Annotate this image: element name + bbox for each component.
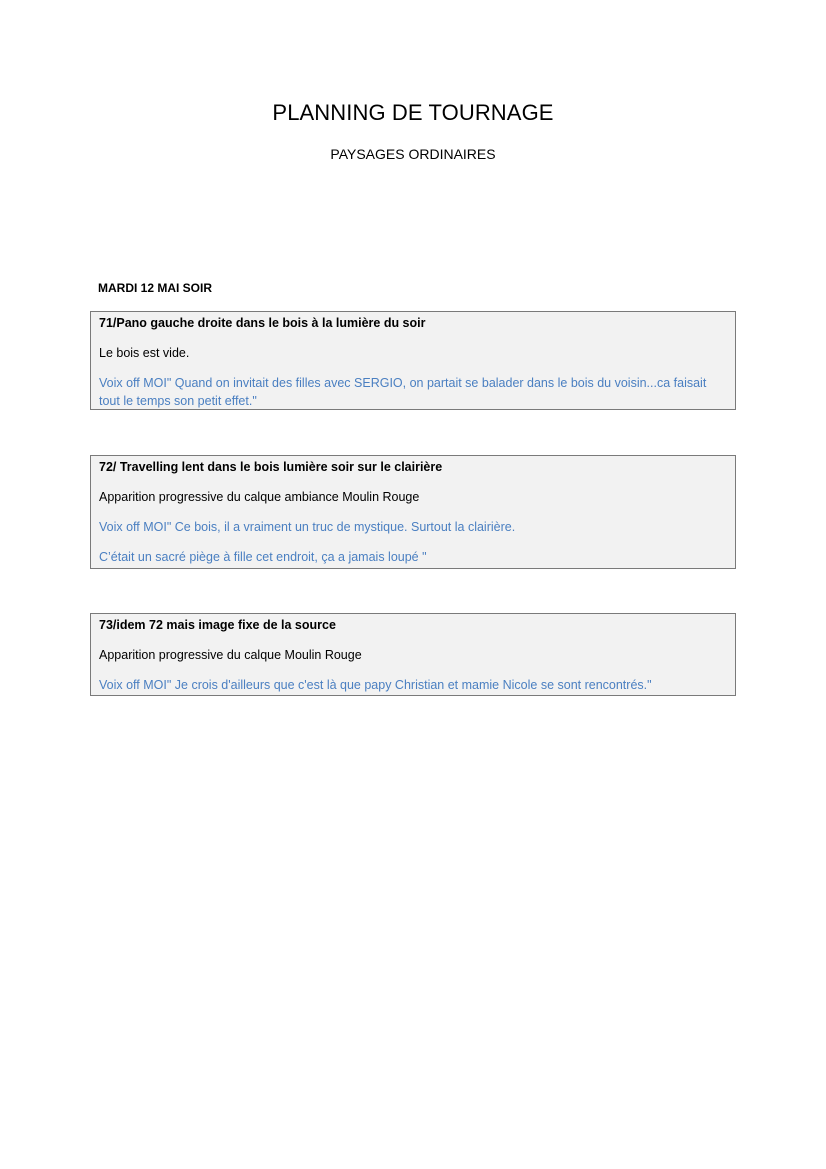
shot-title: 73/idem 72 mais image fixe de la source [99,618,336,632]
shot-title: 72/ Travelling lent dans le bois lumière soir sur le clairière [99,460,443,474]
shot-description: Apparition progressive du calque Moulin Rouge [99,648,362,662]
shot-box-73 [90,613,736,696]
shot-box-71 [90,311,736,410]
shot-box-72 [90,455,736,569]
shot-description: Apparition progressive du calque ambiance Moulin Rouge [99,490,420,504]
section-heading: MARDI 12 MAI SOIR [98,281,213,295]
page-title: PLANNING DE TOURNAGE [272,100,554,125]
shot-voiceover: Voix off MOI" Je crois d'ailleurs que c'est là que papy Christian et mamie Nicole se sont rencontrés." [99,678,652,692]
shot-title: 71/Pano gauche droite dans le bois à la lumière du soir [99,316,426,330]
shot-voiceover: Voix off MOI" Quand on invitait des filles avec SERGIO, on partait se balader dans le bois du voisin...ca faisait tout le temps son petit effet." [99,376,707,408]
shot-voiceover: C’était un sacré piège à fille cet endroit, ça a jamais loupé " [99,550,427,564]
shot-description: Le bois est vide. [99,346,190,360]
page-subtitle: PAYSAGES ORDINAIRES [330,146,496,162]
shot-voiceover: Voix off MOI" Ce bois, il a vraiment un truc de mystique. Surtout la clairière. [99,520,516,534]
